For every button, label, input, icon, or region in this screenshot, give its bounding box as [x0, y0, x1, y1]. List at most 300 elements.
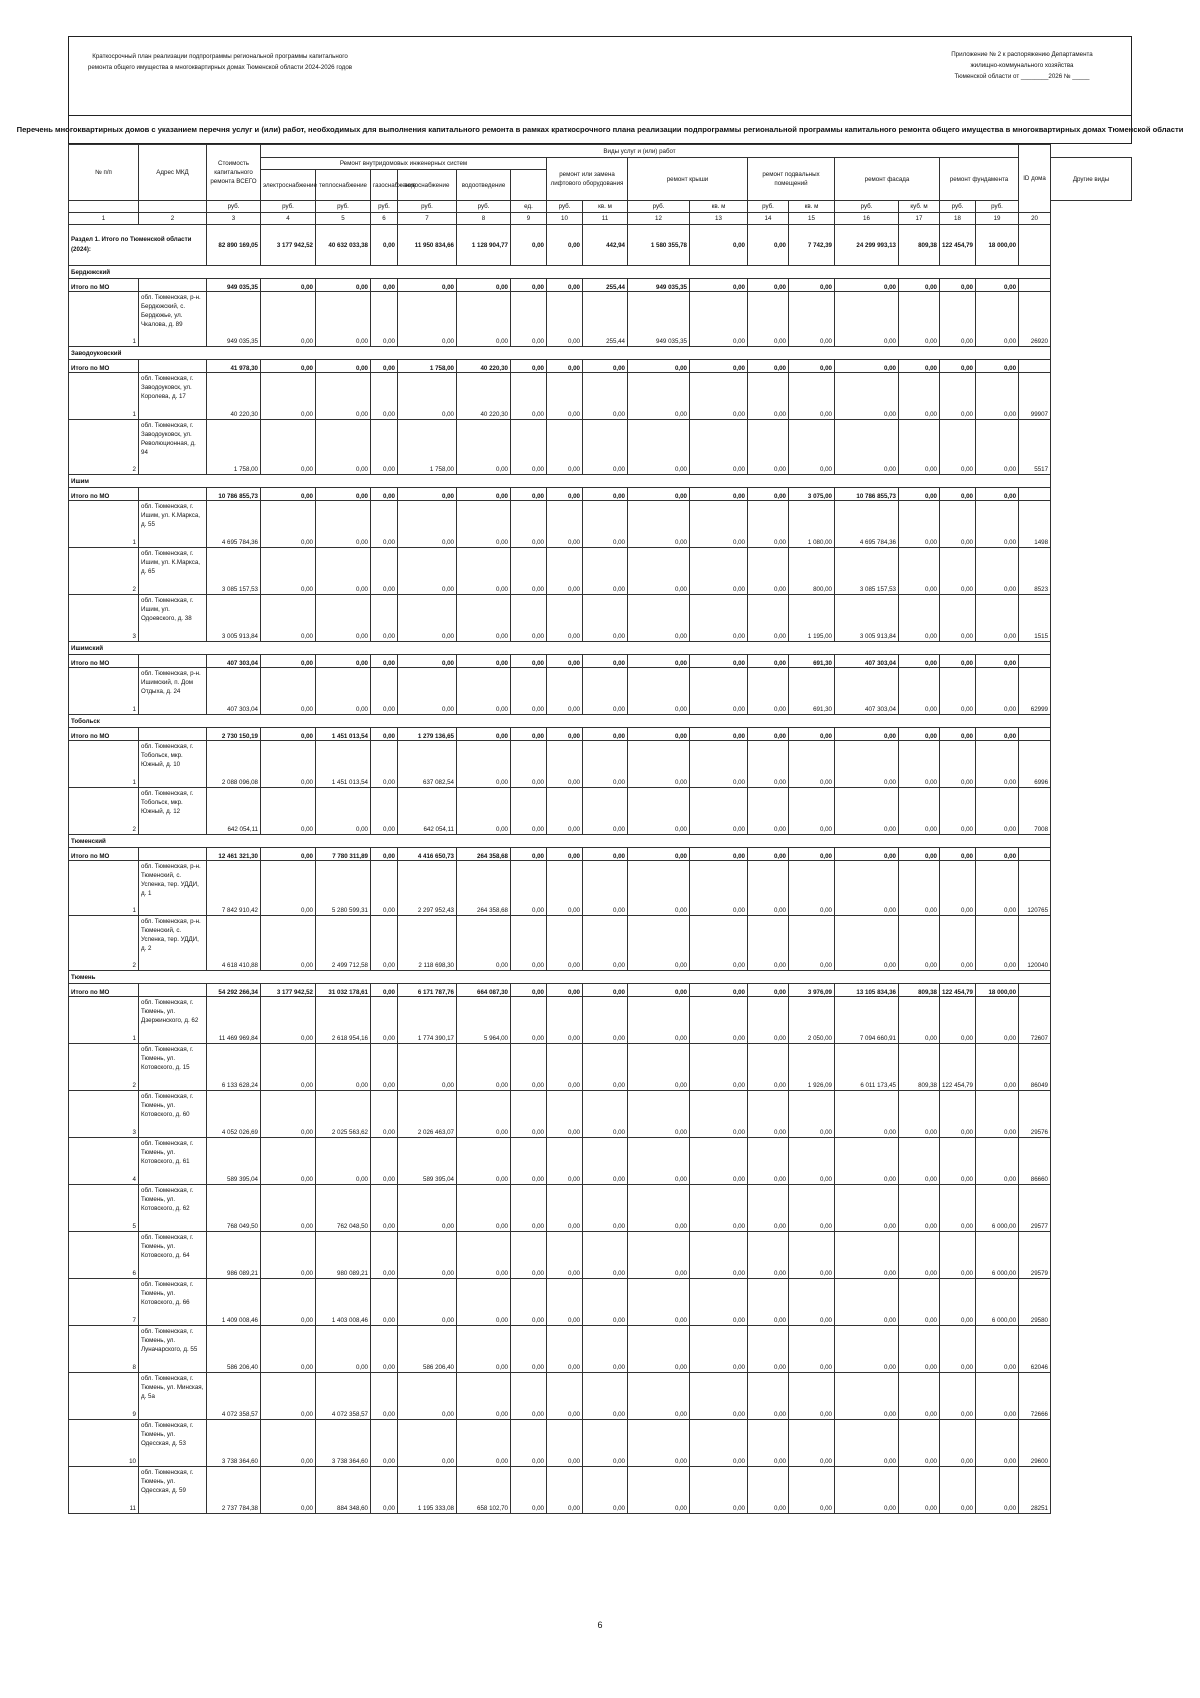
section-value: 0,00	[371, 225, 398, 266]
row-value: 0,00	[835, 861, 899, 916]
municipality-name: Тобольск	[69, 715, 139, 728]
row-value: 0,00	[261, 1373, 316, 1420]
row-number: 2	[69, 788, 139, 835]
row-value: 0,00	[748, 1232, 789, 1279]
row-value: 0,00	[583, 997, 628, 1044]
row-value: 0,00	[976, 1044, 1019, 1091]
row-value: 0,00	[457, 916, 511, 971]
total-value: 0,00	[976, 848, 1019, 861]
row-number: 2	[69, 420, 139, 475]
row-value: 0,00	[583, 741, 628, 788]
section-value: 40 632 033,38	[316, 225, 371, 266]
house-id: 120765	[1019, 861, 1051, 916]
section-value: 7 742,39	[789, 225, 835, 266]
row-value: 0,00	[628, 1373, 690, 1420]
section-value: 1 580 355,78	[628, 225, 690, 266]
units-spacer	[69, 201, 139, 213]
column-number: 6	[371, 213, 398, 225]
row-value: 0,00	[940, 788, 976, 835]
row-value: 3 005 913,84	[835, 595, 899, 642]
table-row	[69, 420, 1132, 475]
section-value: 809,38	[899, 225, 940, 266]
total-value: 0,00	[976, 655, 1019, 668]
total-value: 0,00	[547, 984, 583, 997]
row-value: 0,00	[457, 1326, 511, 1373]
row-value: 1 080,00	[789, 501, 835, 548]
row-value: 0,00	[457, 292, 511, 347]
row-value: 0,00	[899, 741, 940, 788]
row-number: 2	[69, 916, 139, 971]
table-row	[69, 916, 1132, 971]
row-value: 0,00	[547, 1091, 583, 1138]
row-value: 0,00	[583, 668, 628, 715]
row-value: 0,00	[583, 420, 628, 475]
row-value: 5 964,00	[457, 997, 511, 1044]
row-value: 0,00	[316, 548, 371, 595]
row-value: 0,00	[583, 548, 628, 595]
row-value: 0,00	[940, 292, 976, 347]
house-id: 5517	[1019, 420, 1051, 475]
row-value: 0,00	[511, 548, 547, 595]
row-value: 0,00	[976, 501, 1019, 548]
row-value: 0,00	[789, 1326, 835, 1373]
row-value: 2 297 952,43	[398, 861, 457, 916]
row-value: 0,00	[583, 1373, 628, 1420]
row-value: 0,00	[899, 1373, 940, 1420]
row-value: 0,00	[976, 741, 1019, 788]
row-value: 0,00	[371, 1279, 398, 1326]
total-label: Итого по МО	[69, 279, 139, 292]
total-value: 0,00	[547, 848, 583, 861]
row-value: 0,00	[976, 1420, 1019, 1467]
unit-label: руб.	[457, 201, 511, 213]
row-value: 0,00	[511, 373, 547, 420]
total-value: 0,00	[748, 655, 789, 668]
row-value: 0,00	[261, 595, 316, 642]
row-value: 0,00	[371, 1420, 398, 1467]
total-id-cell	[1019, 728, 1051, 741]
row-value: 0,00	[899, 1232, 940, 1279]
house-address: обл. Тюменская, г. Ишим, ул. К.Маркса, д. 55	[139, 501, 207, 548]
row-value: 0,00	[976, 420, 1019, 475]
total-id-cell	[1019, 279, 1051, 292]
row-value: 0,00	[371, 1091, 398, 1138]
row-value: 264 358,68	[457, 861, 511, 916]
column-number: 4	[261, 213, 316, 225]
table-row	[69, 501, 1132, 548]
row-value: 0,00	[748, 1044, 789, 1091]
row-value: 0,00	[371, 741, 398, 788]
row-value: 0,00	[976, 595, 1019, 642]
row-value: 0,00	[511, 1326, 547, 1373]
total-value: 1 279 136,65	[398, 728, 457, 741]
total-value: 0,00	[628, 360, 690, 373]
row-value: 0,00	[398, 1373, 457, 1420]
row-value: 0,00	[899, 1279, 940, 1326]
table-row	[69, 668, 1132, 715]
total-value: 6 171 787,76	[398, 984, 457, 997]
row-number: 11	[69, 1467, 139, 1514]
total-value: 0,00	[316, 655, 371, 668]
row-value: 0,00	[690, 1138, 748, 1185]
total-value: 0,00	[789, 728, 835, 741]
total-address-cell	[139, 279, 207, 292]
total-value: 0,00	[398, 488, 457, 501]
table-row	[69, 1467, 1132, 1514]
total-label: Итого по МО	[69, 655, 139, 668]
column-number: 1	[69, 213, 139, 225]
row-value: 0,00	[371, 788, 398, 835]
total-value: 0,00	[583, 728, 628, 741]
row-value: 0,00	[899, 668, 940, 715]
total-value: 0,00	[748, 488, 789, 501]
municipality-filler	[139, 642, 1051, 655]
row-value: 0,00	[690, 1326, 748, 1373]
row-value: 0,00	[748, 1373, 789, 1420]
row-value: 0,00	[976, 668, 1019, 715]
row-value: 0,00	[976, 1091, 1019, 1138]
row-value: 0,00	[628, 1232, 690, 1279]
row-value: 0,00	[371, 595, 398, 642]
row-value: 0,00	[511, 861, 547, 916]
row-value: 0,00	[690, 997, 748, 1044]
row-value: 0,00	[457, 1420, 511, 1467]
municipality-name: Тюмень	[69, 971, 139, 984]
row-value: 0,00	[261, 1420, 316, 1467]
total-value: 0,00	[976, 279, 1019, 292]
row-value: 0,00	[628, 373, 690, 420]
column-number: 12	[628, 213, 690, 225]
row-value: 4 618 410,88	[207, 916, 261, 971]
row-value: 0,00	[789, 1467, 835, 1514]
row-value: 0,00	[976, 373, 1019, 420]
row-value: 0,00	[371, 1373, 398, 1420]
document-title: Перечень многоквартирных домов с указанием перечня услуг и (или) работ, необходимых для выполнения капитального ремонта в рамках краткосрочного плана реализации подпрограммы региональной программы капитального ремонта общего имущества в многоквартирных домах Тюменской области	[68, 116, 1132, 144]
row-value: 0,00	[628, 1185, 690, 1232]
row-value: 2 050,00	[789, 997, 835, 1044]
row-value: 0,00	[511, 1420, 547, 1467]
total-value: 809,38	[899, 984, 940, 997]
row-value: 0,00	[398, 668, 457, 715]
house-id: 72607	[1019, 997, 1051, 1044]
total-value: 3 075,00	[789, 488, 835, 501]
total-value: 0,00	[690, 488, 748, 501]
total-value: 664 087,30	[457, 984, 511, 997]
unit-label: руб.	[835, 201, 899, 213]
row-value: 1 195 333,08	[398, 1467, 457, 1514]
row-value: 0,00	[628, 788, 690, 835]
row-value: 6 000,00	[976, 1279, 1019, 1326]
col-foundation-header: ремонт фундамента	[940, 158, 1019, 201]
total-value: 0,00	[690, 360, 748, 373]
column-number: 9	[511, 213, 547, 225]
row-value: 0,00	[835, 1467, 899, 1514]
row-value: 0,00	[940, 1420, 976, 1467]
house-address: обл. Тюменская, г. Тобольск, мкр. Южный, д. 10	[139, 741, 207, 788]
house-id: 72666	[1019, 1373, 1051, 1420]
row-value: 0,00	[261, 1232, 316, 1279]
row-value: 949 035,35	[628, 292, 690, 347]
column-number: 17	[899, 213, 940, 225]
row-value: 0,00	[316, 668, 371, 715]
total-value: 407 303,04	[207, 655, 261, 668]
house-id: 29580	[1019, 1279, 1051, 1326]
total-value: 0,00	[899, 279, 940, 292]
row-value: 0,00	[547, 1185, 583, 1232]
unit-label: руб.	[261, 201, 316, 213]
total-value: 0,00	[371, 728, 398, 741]
total-value: 0,00	[457, 279, 511, 292]
row-value: 0,00	[976, 788, 1019, 835]
total-value: 0,00	[547, 728, 583, 741]
house-id: 86660	[1019, 1138, 1051, 1185]
table-row	[69, 1044, 1132, 1091]
row-value: 1 451 013,54	[316, 741, 371, 788]
row-value: 0,00	[835, 1232, 899, 1279]
row-value: 0,00	[748, 788, 789, 835]
total-value: 0,00	[261, 360, 316, 373]
unit-label: кв. м	[789, 201, 835, 213]
house-address: обл. Тюменская, г. Тюмень, ул. Котовского, д. 60	[139, 1091, 207, 1138]
table-row	[69, 1232, 1132, 1279]
row-value: 589 395,04	[398, 1138, 457, 1185]
house-address: обл. Тюменская, р-н. Бердюжский, с. Бердюжье, ул. Чкалова, д. 89	[139, 292, 207, 347]
unit-label: куб. м	[899, 201, 940, 213]
row-value: 0,00	[690, 1420, 748, 1467]
section-value: 18 000,00	[976, 225, 1019, 266]
row-value: 0,00	[371, 1326, 398, 1373]
row-value: 0,00	[316, 1044, 371, 1091]
total-value: 0,00	[371, 984, 398, 997]
total-value: 0,00	[789, 848, 835, 861]
total-value: 0,00	[690, 655, 748, 668]
section-label: Раздел 1. Итого по Тюменской области (2024):	[69, 225, 207, 266]
appendix-caption-line: жилищно-коммунального хозяйства	[970, 62, 1074, 69]
house-id: 120040	[1019, 916, 1051, 971]
total-value: 691,30	[789, 655, 835, 668]
row-value: 0,00	[371, 1232, 398, 1279]
total-value: 0,00	[899, 488, 940, 501]
row-value: 0,00	[316, 292, 371, 347]
table-row	[69, 788, 1132, 835]
row-value: 0,00	[547, 373, 583, 420]
row-value: 0,00	[899, 788, 940, 835]
section-value: 0,00	[748, 225, 789, 266]
units-row	[69, 201, 1132, 213]
row-value: 0,00	[511, 1044, 547, 1091]
total-value: 1 451 013,54	[316, 728, 371, 741]
row-value: 0,00	[940, 420, 976, 475]
row-value: 637 082,54	[398, 741, 457, 788]
row-value: 0,00	[371, 997, 398, 1044]
municipality-name: Ишимский	[69, 642, 139, 655]
municipality-row	[69, 347, 1132, 360]
col-address-header: Адрес МКД	[139, 145, 207, 201]
total-value: 0,00	[690, 728, 748, 741]
row-value: 3 085 157,53	[207, 548, 261, 595]
municipality-row	[69, 715, 1132, 728]
house-id: 62046	[1019, 1326, 1051, 1373]
unit-label: руб.	[371, 201, 398, 213]
municipality-filler	[139, 347, 1051, 360]
row-value: 0,00	[628, 916, 690, 971]
total-address-cell	[139, 728, 207, 741]
total-value: 0,00	[398, 655, 457, 668]
row-value: 0,00	[976, 997, 1019, 1044]
total-value: 0,00	[940, 360, 976, 373]
total-value: 10 786 855,73	[207, 488, 261, 501]
total-value: 0,00	[789, 279, 835, 292]
row-value: 0,00	[748, 501, 789, 548]
row-value: 0,00	[583, 861, 628, 916]
row-value: 0,00	[690, 1091, 748, 1138]
row-number: 9	[69, 1373, 139, 1420]
section-value: 0,00	[511, 225, 547, 266]
row-value: 0,00	[976, 1326, 1019, 1373]
row-value: 0,00	[748, 292, 789, 347]
house-id: 29576	[1019, 1091, 1051, 1138]
total-value: 0,00	[547, 488, 583, 501]
table-row	[69, 548, 1132, 595]
column-number: 5	[316, 213, 371, 225]
municipality-row	[69, 475, 1132, 488]
total-value: 0,00	[261, 655, 316, 668]
unit-label: кв. м	[583, 201, 628, 213]
row-value: 0,00	[547, 1420, 583, 1467]
row-value: 0,00	[789, 741, 835, 788]
row-value: 0,00	[261, 1091, 316, 1138]
row-value: 762 048,50	[316, 1185, 371, 1232]
row-value: 0,00	[940, 1279, 976, 1326]
row-value: 0,00	[371, 1044, 398, 1091]
unit-label: руб.	[940, 201, 976, 213]
row-value: 0,00	[547, 1326, 583, 1373]
total-value: 0,00	[899, 360, 940, 373]
row-value: 0,00	[835, 292, 899, 347]
row-value: 0,00	[511, 997, 547, 1044]
row-value: 0,00	[583, 788, 628, 835]
row-value: 0,00	[371, 373, 398, 420]
row-value: 2 025 563,62	[316, 1091, 371, 1138]
row-value: 0,00	[511, 1279, 547, 1326]
row-value: 0,00	[940, 741, 976, 788]
row-value: 0,00	[690, 668, 748, 715]
units-spacer	[139, 201, 207, 213]
total-value: 4 416 650,73	[398, 848, 457, 861]
column-number: 10	[547, 213, 583, 225]
total-id-cell	[1019, 984, 1051, 997]
row-value: 0,00	[835, 1373, 899, 1420]
section-value: 0,00	[690, 225, 748, 266]
total-value: 0,00	[748, 984, 789, 997]
section-value: 82 890 169,05	[207, 225, 261, 266]
row-value: 0,00	[789, 373, 835, 420]
house-id: 8523	[1019, 548, 1051, 595]
house-address: обл. Тюменская, р-н. Тюменский, с. Успенка, тер. УДДИ, д. 2	[139, 916, 207, 971]
house-id: 29600	[1019, 1420, 1051, 1467]
row-value: 0,00	[976, 1138, 1019, 1185]
row-value: 0,00	[835, 788, 899, 835]
row-value: 0,00	[457, 548, 511, 595]
row-value: 0,00	[748, 548, 789, 595]
row-value: 0,00	[261, 1467, 316, 1514]
total-label: Итого по МО	[69, 488, 139, 501]
municipality-row	[69, 971, 1132, 984]
row-value: 0,00	[899, 595, 940, 642]
total-value: 0,00	[940, 279, 976, 292]
appendix-caption-line: Приложение № 2 к распоряжению Департамента	[951, 51, 1093, 58]
appendix-caption-line: Тюменской области от ________2026 № _____	[954, 73, 1090, 80]
row-value: 0,00	[457, 741, 511, 788]
row-value: 0,00	[547, 1044, 583, 1091]
total-value: 54 292 266,34	[207, 984, 261, 997]
total-value: 0,00	[261, 728, 316, 741]
row-value: 11 469 969,84	[207, 997, 261, 1044]
total-value: 0,00	[789, 360, 835, 373]
row-number: 1	[69, 741, 139, 788]
row-value: 0,00	[511, 1091, 547, 1138]
plan-caption-line: Краткосрочный план реализации подпрограммы региональной программы капитального	[92, 53, 348, 60]
total-label: Итого по МО	[69, 360, 139, 373]
row-value: 0,00	[583, 1138, 628, 1185]
total-value: 255,44	[583, 279, 628, 292]
col-types-header: Виды услуг и (или) работ	[261, 145, 1019, 158]
column-number: 2	[139, 213, 207, 225]
unit-label: руб.	[316, 201, 371, 213]
total-value: 122 454,79	[940, 984, 976, 997]
row-value: 0,00	[976, 292, 1019, 347]
plan-caption-line: ремонта общего имущества в многоквартирных домах Тюменской области 2024-2026 годов	[87, 64, 353, 71]
row-value: 0,00	[976, 1467, 1019, 1514]
row-value: 0,00	[261, 501, 316, 548]
row-value: 980 089,21	[316, 1232, 371, 1279]
row-value: 0,00	[940, 1138, 976, 1185]
row-value: 0,00	[511, 741, 547, 788]
row-value: 3 005 913,84	[207, 595, 261, 642]
row-value: 407 303,04	[835, 668, 899, 715]
section-value: 442,94	[583, 225, 628, 266]
total-value: 3 177 942,52	[261, 984, 316, 997]
total-value: 0,00	[628, 655, 690, 668]
house-id: 29577	[1019, 1185, 1051, 1232]
row-value: 0,00	[371, 501, 398, 548]
row-number: 10	[69, 1420, 139, 1467]
total-value: 2 730 150,19	[207, 728, 261, 741]
house-address: обл. Тюменская, г. Тюмень, ул. Котовского, д. 61	[139, 1138, 207, 1185]
table-row	[69, 1279, 1132, 1326]
section-total-row	[69, 225, 1132, 266]
row-value: 0,00	[261, 1138, 316, 1185]
row-value: 407 303,04	[207, 668, 261, 715]
row-value: 0,00	[261, 1185, 316, 1232]
row-value: 0,00	[547, 1467, 583, 1514]
row-value: 0,00	[511, 916, 547, 971]
total-value: 0,00	[835, 848, 899, 861]
row-number: 3	[69, 1091, 139, 1138]
row-value: 0,00	[789, 788, 835, 835]
total-value: 0,00	[371, 279, 398, 292]
house-address: обл. Тюменская, г. Заводоуковск, ул. Революционная, д. 94	[139, 420, 207, 475]
row-value: 0,00	[628, 548, 690, 595]
row-value: 589 395,04	[207, 1138, 261, 1185]
total-value: 264 358,68	[457, 848, 511, 861]
house-address: обл. Тюменская, г. Заводоуковск, ул. Королева, д. 17	[139, 373, 207, 420]
table-row	[69, 1373, 1132, 1420]
row-number: 1	[69, 292, 139, 347]
total-value: 0,00	[835, 279, 899, 292]
table-row	[69, 1420, 1132, 1467]
row-value: 0,00	[690, 788, 748, 835]
